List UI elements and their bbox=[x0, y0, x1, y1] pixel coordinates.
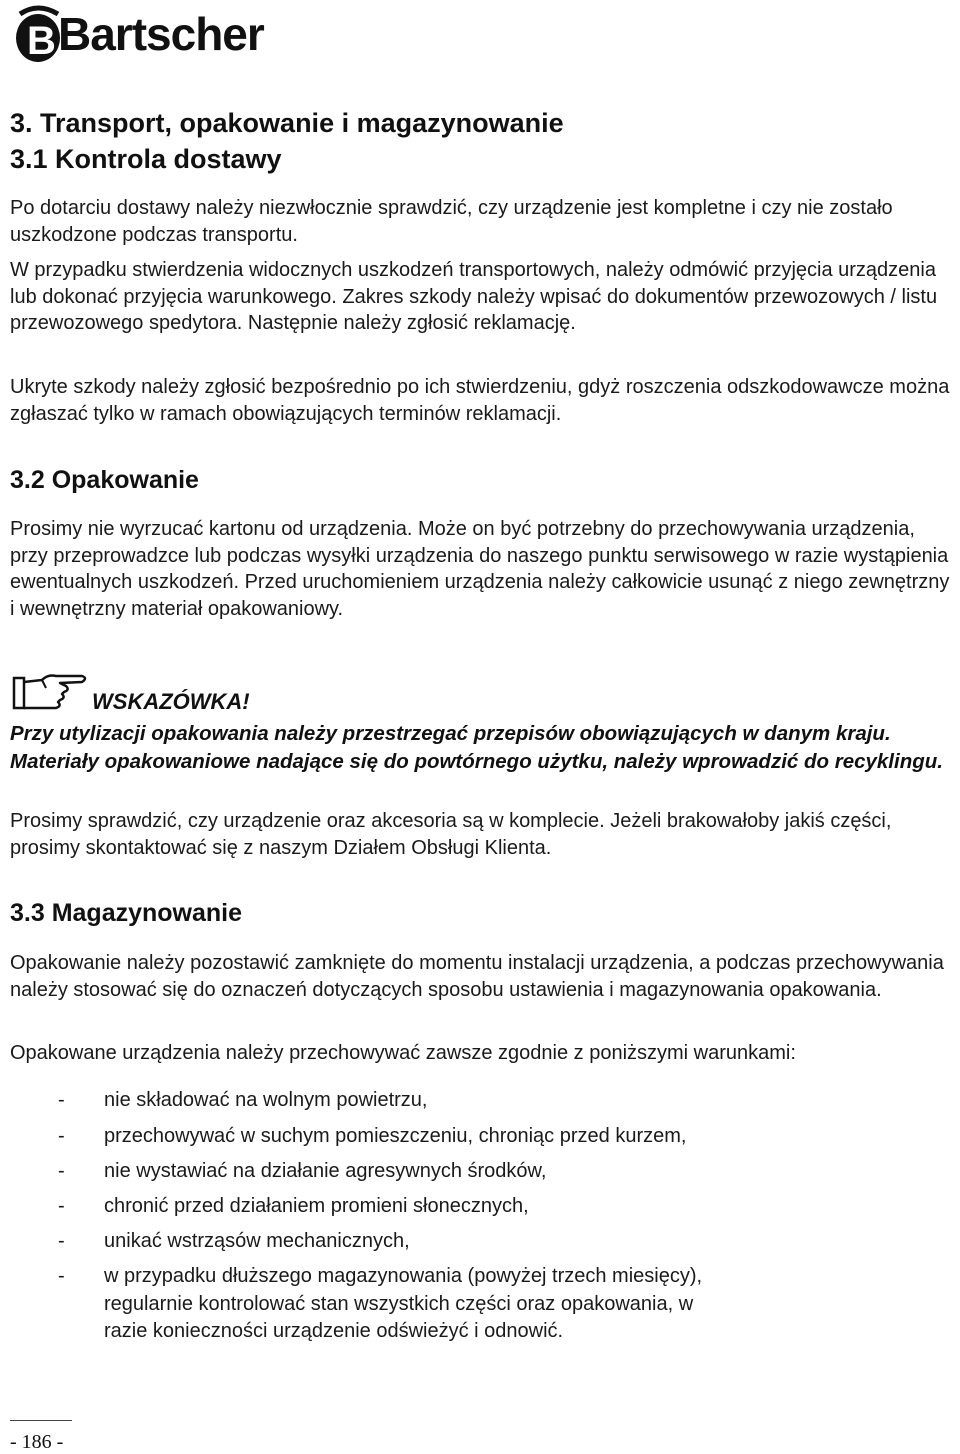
section-heading-3-2: 3.2 Opakowanie bbox=[10, 466, 199, 494]
paragraph-packaging: Prosimy nie wyrzucać kartonu od urządzenia. Może on być potrzebny do przechowywania urządzenia, przy przeprowadzce lub podczas wysyłki urządzenia do naszego punktu serwisowego w razie wystąpienia ewentualnych uszkodzeń. Przed uruchomieniem urządzenia należy całkowicie usunąć z niego zewnętrzny i wewnętrzny materiał opakowaniowy. bbox=[10, 518, 950, 620]
paragraph-completeness: Prosimy sprawdzić, czy urządzenie oraz akcesoria są w komplecie. Jeżeli brakowałoby jakiś części, prosimy skontaktować się z naszym Działem Obsługi Klienta. bbox=[10, 810, 892, 859]
list-item-text: unikać wstrząsów mechanicznych, bbox=[104, 1230, 410, 1252]
list-bullet: - bbox=[58, 1265, 65, 1287]
note-title: WSKAZÓWKA! bbox=[92, 689, 250, 714]
paragraph-storage-conditions: Opakowane urządzenia należy przechowywać zawsze zgodnie z poniższymi warunkami: bbox=[10, 1042, 796, 1064]
list-bullet: - bbox=[58, 1160, 65, 1182]
section-heading-3-3: 3.3 Magazynowanie bbox=[10, 899, 243, 927]
section-heading-3: 3. Transport, opakowanie i magazynowanie bbox=[10, 108, 564, 138]
list-bullet: - bbox=[58, 1195, 65, 1217]
page-number: - 186 - bbox=[10, 1431, 64, 1453]
list-item-text: nie wystawiać na działanie agresywnych środków, bbox=[104, 1160, 547, 1182]
note-text: Przy utylizacji opakowania należy przestrzegać przepisów obowiązujących w danym kraju. Materiały opakowaniowe nadające się do powtórnego użytku, należy wprowadzić do recyklingu. bbox=[10, 722, 943, 773]
svg-text:B: B bbox=[27, 19, 56, 63]
brand-name: Bartscher bbox=[58, 8, 264, 60]
pointing-hand-icon bbox=[12, 672, 90, 714]
list-bullet: - bbox=[58, 1089, 65, 1111]
paragraph-visible-damage: W przypadku stwierdzenia widocznych uszkodzeń transportowych, należy odmówić przyjęcia urządzenia lub dokonać przyjęcia warunkowego. Zakres szkody należy wpisać do dokumentów przewozowych / listu przewozowego spedytora. Następnie należy zgłosić reklamację. bbox=[10, 259, 938, 334]
paragraph-delivery-check: Po dotarciu dostawy należy niezwłocznie sprawdzić, czy urządzenie jest kompletne i czy nie zostało uszkodzone podczas transportu. bbox=[10, 197, 893, 246]
list-item-text: przechowywać w suchym pomieszczeniu, chroniąc przed kurzem, bbox=[104, 1125, 687, 1147]
footer-divider bbox=[10, 1420, 72, 1421]
paragraph-hidden-damage: Ukryte szkody należy zgłosić bezpośrednio po ich stwierdzeniu, gdyż roszczenia odszkodowawcze można zgłaszać tylko w ramach obowiązujących terminów reklamacji. bbox=[10, 376, 950, 425]
list-item-text: chronić przed działaniem promieni słonecznych, bbox=[104, 1195, 529, 1217]
section-heading-3-1: 3.1 Kontrola dostawy bbox=[10, 144, 282, 174]
list-bullet: - bbox=[58, 1125, 65, 1147]
list-bullet: - bbox=[58, 1230, 65, 1252]
list-item-text: w przypadku dłuższego magazynowania (powyżej trzech miesięcy), regularnie kontrolować stan wszystkich części oraz opakowania, w razie konieczności urządzenie odświeżyć i odnowić. bbox=[104, 1265, 703, 1342]
paragraph-storage: Opakowanie należy pozostawić zamknięte do momentu instalacji urządzenia, a podczas przechowywania należy stosować się do oznaczeń dotyczących sposobu ustawienia i magazynowania opakowania. bbox=[10, 952, 944, 1001]
brand-logo bbox=[14, 4, 264, 66]
list-item-text: nie składować na wolnym powietrzu, bbox=[104, 1089, 428, 1111]
